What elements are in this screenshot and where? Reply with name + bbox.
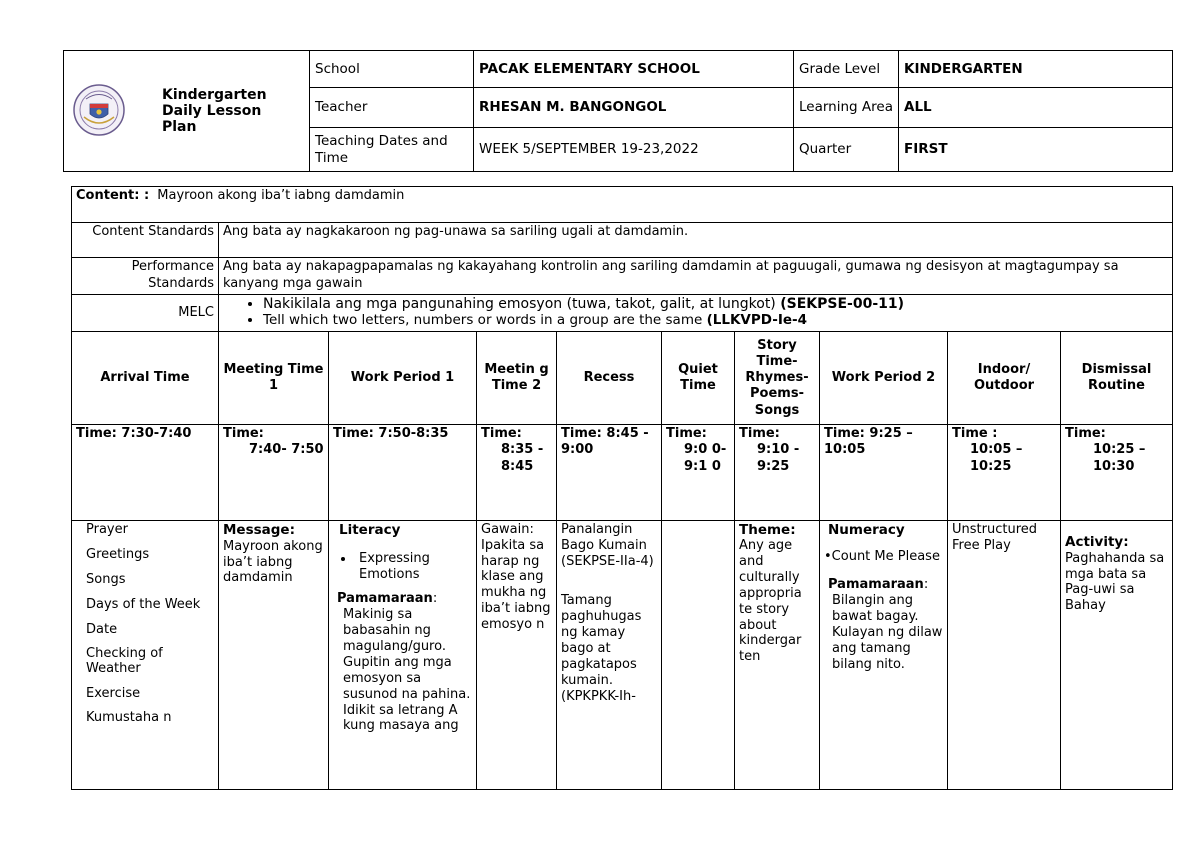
meeting1-time: Time: 7:40- 7:50 (219, 425, 329, 521)
performance-standards-value: Ang bata ay nakapagpapamalas ng kakayahang kontrolin ang sariling damdamin at paguugali, gumawa ng desisyon at magtagumpay sa kanyang mga gawain (219, 258, 1173, 294)
col-indoor-outdoor: Indoor/ Outdoor (948, 332, 1061, 425)
col-arrival-time: Arrival Time (72, 332, 219, 425)
work2-activity: Numeracy •Count Me Please Pamamaraan: Bilangin ang bawat bagay. Kulayan ng dilaw ang tamang bilang nito. (820, 520, 948, 789)
melc-list (223, 296, 1168, 329)
quarter-label: Quarter (794, 128, 899, 172)
performance-standards-label: Performance Standards (72, 258, 219, 294)
dismissal-time: Time: 10:25 – 10:30 (1061, 425, 1173, 521)
area-value: ALL (899, 88, 1173, 128)
indoor-activity: Unstructured Free Play (948, 520, 1061, 789)
school-label: School (310, 51, 474, 88)
list-item: Days of the Week (86, 596, 201, 612)
list-item: Prayer (86, 521, 128, 537)
meeting1-activity: Message: Mayroon akong iba’t iabng damdamin (219, 520, 329, 789)
melc-cell (219, 294, 1173, 332)
work2-time: Time: 9:25 – 10:05 (820, 425, 948, 521)
list-item: Date (86, 621, 118, 637)
teacher-label: Teacher (310, 88, 474, 128)
col-quiet-time: Quiet Time (662, 332, 735, 425)
area-label: Learning Area (794, 88, 899, 128)
quiet-activity (662, 520, 735, 789)
melc-item: • Tell which two letters, numbers or words in a group are the same (LLKVPD-Ie-4 (263, 312, 1168, 328)
recess-time: Time: 8:45 - 9:00 (557, 425, 662, 521)
quiet-time: Time: 9:0 0- 9:1 0 (662, 425, 735, 521)
plan-title: Kindergarten Daily Lesson Plan (162, 87, 267, 136)
arrival-activities (72, 520, 219, 789)
school-value: PACAK ELEMENTARY SCHOOL (474, 51, 794, 88)
col-meeting-time-1: Meeting Time 1 (219, 332, 329, 425)
arrival-time: Time: 7:30-7:40 (72, 425, 219, 521)
story-activity: Theme: Any age and culturally appropria te story about kindergar ten (735, 520, 820, 789)
grade-label: Grade Level (794, 51, 899, 88)
meeting2-time: Time: 8:35 - 8:45 (477, 425, 557, 521)
meeting2-activity: Gawain: Ipakita sa harap ng klase ang mukha ng iba’t iabng emosyo n (477, 520, 557, 789)
melc-item: • Nakikilala ang mga pangunahing emosyon (tuwa, takot, galit, at lungkot) (SEKPSE-00-11) (263, 296, 1168, 313)
seal-title-cell (64, 51, 310, 172)
content-row (72, 187, 1173, 223)
indoor-time: Time : 10:05 – 10:25 (948, 425, 1061, 521)
col-story-time: Story Time- Rhymes- Poems- Songs (735, 332, 820, 425)
list-item: Greetings (86, 547, 150, 563)
list-item: Checking of Weather (86, 645, 163, 676)
content-label: Content: : (76, 188, 150, 203)
work1-activity: Literacy • Expressing Emotions Pamamaraan: Makinig sa babasahin ng magulang/guro. Gupitin ang mga emosyon sa susunod na pahina. Idikit sa letrang A kung masaya ang (329, 520, 477, 789)
list-item: Count Me Please (831, 548, 940, 564)
recess-activity: Panalangin Bago Kumain (SEKPSE-IIa-4) Tamang paghuhugas ng kamay bago at pagkatapos kumain. (KPKPKK-Ih- (557, 520, 662, 789)
teacher-value: RHESAN M. BANGONGOL (474, 88, 794, 128)
col-recess: Recess (557, 332, 662, 425)
work1-time: Time: 7:50-8:35 (329, 425, 477, 521)
list-item: Kumustaha n (86, 709, 172, 725)
content-standards-label: Content Standards (72, 222, 219, 258)
col-work-period-2: Work Period 2 (820, 332, 948, 425)
content-value: Mayroon akong iba’t iabng damdamin (157, 188, 405, 203)
content-standards-value: Ang bata ay nagkakaroon ng pag-unawa sa sariling ugali at damdamin. (219, 222, 1173, 258)
deped-seal-icon (72, 83, 126, 137)
col-work-period-1: Work Period 1 (329, 332, 477, 425)
grade-value: KINDERGARTEN (899, 51, 1173, 88)
story-time: Time: 9:10 - 9:25 (735, 425, 820, 521)
dismissal-activity: Activity: Paghahanda sa mga bata sa Pag-uwi sa Bahay (1061, 520, 1173, 789)
col-meeting-time-2: Meetin g Time 2 (477, 332, 557, 425)
header-table (63, 50, 1173, 172)
list-item: Exercise (86, 685, 141, 701)
melc-label: MELC (72, 294, 219, 332)
col-dismissal-routine: Dismissal Routine (1061, 332, 1173, 425)
dates-value: WEEK 5/SEPTEMBER 19-23,2022 (474, 128, 794, 172)
list-item: Songs (86, 572, 126, 588)
list-item: • Expressing Emotions (355, 551, 472, 584)
dates-label: Teaching Dates and Time (310, 128, 474, 172)
lesson-table (71, 186, 1173, 790)
quarter-value: FIRST (899, 128, 1173, 172)
